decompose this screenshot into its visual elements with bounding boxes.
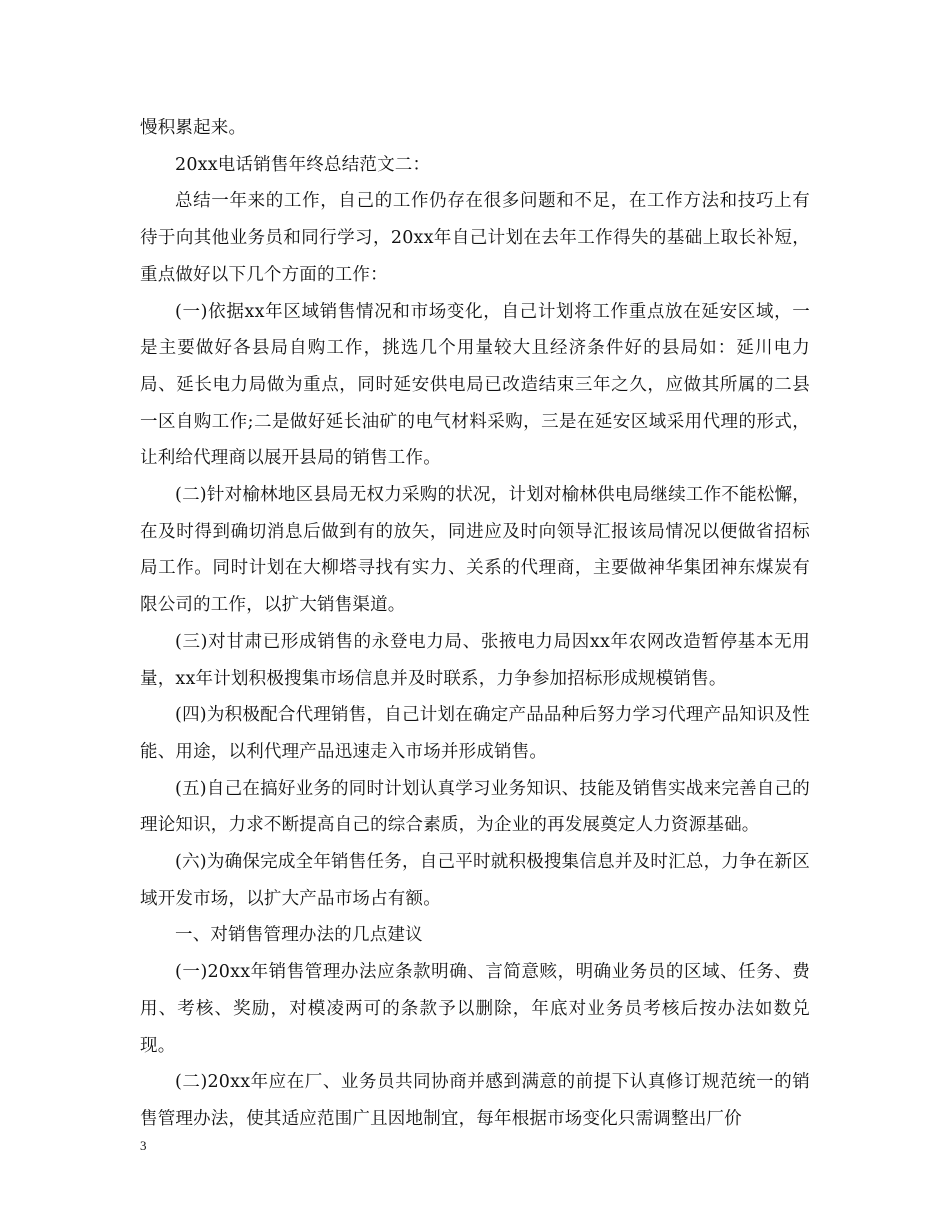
paragraph-11: (一)20xx年销售管理办法应条款明确、言简意赅，明确业务员的区域、任务、费用、考核、奖励，对模凌两可的条款予以删除，年底对业务员考核后按办法如数兑现。 xyxy=(140,962,810,1056)
paragraph-3: 总结一年来的工作，自己的工作仍存在很多问题和不足，在工作方法和技巧上有待于向其他业务员和同行学习，20xx年自己计划在去年工作得失的基础上取长补短，重点做好以下几个方面的工作： xyxy=(140,191,810,285)
paragraph-2: 20xx电话销售年终总结范文二： xyxy=(175,154,431,175)
paragraph-7: (四)为积极配合代理销售，自己计划在确定产品品种后努力学习代理产品知识及性能、用途，以利代理产品迅速走入市场并形成销售。 xyxy=(140,705,810,762)
paragraph-5: (二)针对榆林地区县局无权力采购的状况，计划对榆林供电局继续工作不能松懈，在及时得到确切消息后做到有的放矢，同进应及时向领导汇报该局情况以便做省招标局工作。同时计划在大柳塔寻找有实力、关系的代理商，主要做神华集团神东煤炭有限公司的工作，以扩大销售渠道。 xyxy=(140,485,810,616)
paragraph-12: (二)20xx年应在厂、业务员共同协商并感到满意的前提下认真修订规范统一的销售管理办法，使其适应范围广且因地制宜，每年根据市场变化只需调整出厂价 xyxy=(140,1072,810,1129)
page-number: 3 xyxy=(140,1138,147,1153)
section-heading: 一、对销售管理办法的几点建议 xyxy=(175,925,423,946)
paragraph-9: (六)为确保完成全年销售任务，自己平时就积极搜集信息并及时汇总，力争在新区域开发市场，以扩大产品市场占有额。 xyxy=(140,852,810,909)
paragraph-1: 慢积累起来。 xyxy=(140,118,247,138)
paragraph-4: (一)依据xx年区域销售情况和市场变化，自己计划将工作重点放在延安区域，一是主要做好各县局自购工作，挑选几个用量较大且经济条件好的县局如：延川电力局、延长电力局做为重点，同时延安供电局已改造结束三年之久，应做其所属的二县一区自购工作;二是做好延长油矿的电气材料采购，三是在延安区域采用代理的形式，让利给代理商以展开县局的销售工作。 xyxy=(140,301,810,469)
document-body xyxy=(140,110,810,1138)
paragraph-8: (五)自己在搞好业务的同时计划认真学习业务知识、技能及销售实战来完善自己的理论知识，力求不断提高自己的综合素质，为企业的再发展奠定人力资源基础。 xyxy=(140,778,810,836)
paragraph-6: (三)对甘肃已形成销售的永登电力局、张掖电力局因xx年农网改造暂停基本无用量，xx年计划积极搜集市场信息并及时联系，力争参加招标形成规模销售。 xyxy=(140,631,810,689)
